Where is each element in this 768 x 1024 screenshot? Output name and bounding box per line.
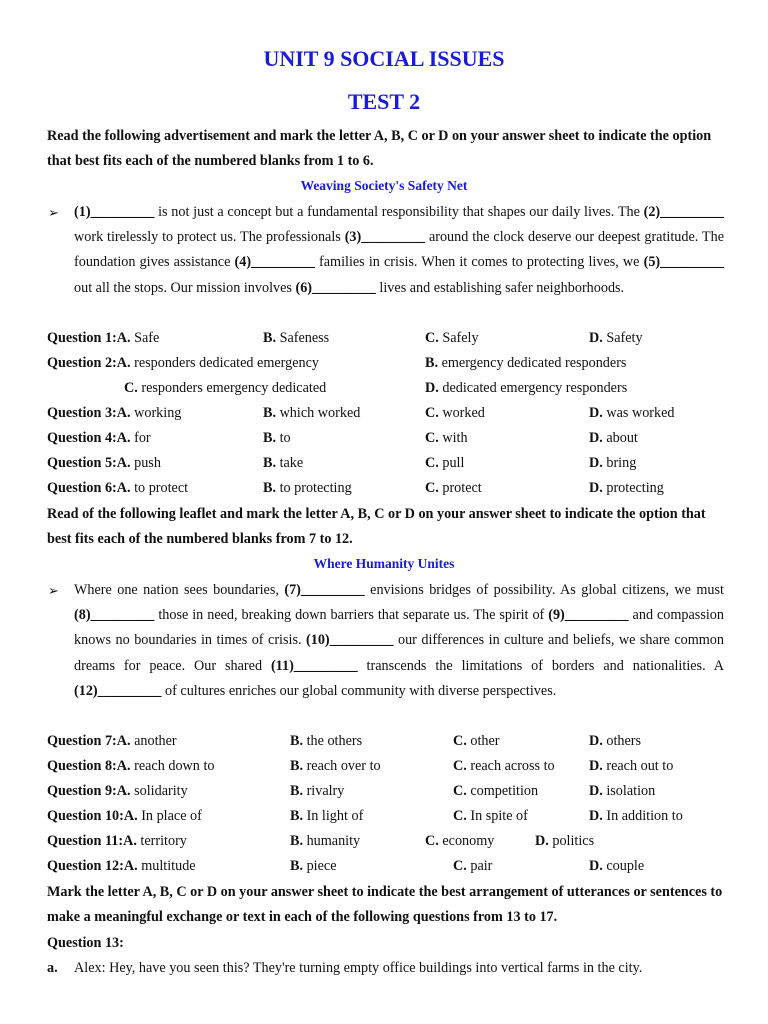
answer-option[interactable] [589,455,636,472]
option-letter: D. [589,480,603,496]
numbered-blank: (2)_________ [643,204,724,220]
question-label: Question 2: [47,355,117,371]
passage-text: and compassion knows no boundaries in times of crisis. [74,607,724,649]
numbered-blank: (5)_________ [643,254,724,271]
answer-option[interactable] [425,330,479,347]
answer-option[interactable] [290,858,337,875]
option-letter: A. [116,758,131,774]
option-letter: C. [425,430,439,446]
option-letter: B. [263,330,277,346]
answer-option[interactable] [589,430,638,447]
option-text: worked [438,405,485,421]
option-text: Safety [602,330,643,346]
answer-option[interactable] [117,455,161,471]
option-text: reach across to [466,758,555,774]
passage-text: work tirelessly to protect us. The professionals [74,229,345,246]
option-letter: A. [123,833,137,849]
section1-heading: Weaving Society's Safety Net [300,178,468,193]
answer-option[interactable] [453,733,500,750]
passage-text: of cultures enriches our global community with diverse perspectives. [161,682,557,699]
option-letter: C. [425,405,439,421]
option-letter: C. [425,833,439,849]
passage-text: our differences in culture and beliefs, we share common dreams for peace. Our shared [74,632,724,674]
answer-option[interactable] [589,858,644,875]
question-row [0,833,768,858]
answer-option[interactable] [589,405,675,422]
option-text: competition [466,783,539,799]
option-letter: B. [290,758,304,774]
option-text: for [130,430,151,446]
question-row [0,405,768,430]
utterance-a [47,960,643,977]
option-text: dedicated emergency responders [438,380,628,396]
answer-option[interactable] [117,733,177,749]
answer-option[interactable] [535,833,594,850]
option-letter: B. [263,480,277,496]
answer-option[interactable] [124,858,196,874]
answer-option[interactable] [123,833,187,849]
option-letter: D. [589,455,603,471]
option-text: territory [136,833,187,849]
passage-text: families in crisis. When it comes to protecting lives, we [314,254,644,271]
numbered-blank: (4)_________ [234,254,315,271]
option-text: solidarity [130,783,188,799]
option-text: reach out to [602,758,674,774]
answer-option[interactable] [425,355,626,372]
option-letter: B. [263,455,277,471]
option-letter: D. [535,833,549,849]
answer-option[interactable] [117,405,182,421]
question-label: Question 1: [47,330,117,346]
answer-option[interactable] [263,405,360,422]
section2-instruction: Read of the following leaflet and mark the letter A, B, C or D on your answer sheet to indicate the option that best fits each of the numbered blanks from 7 to 12. [47,506,706,547]
option-text: economy [438,833,495,849]
option-text: another [130,733,177,749]
question-label-and-option-a [47,783,188,800]
numbered-blank: (7)_________ [284,582,365,598]
numbered-blank: (3)_________ [344,229,426,246]
answer-option[interactable] [425,455,464,472]
option-text: reach over to [303,758,381,774]
passage-text: transcends the limitations of borders and nationalities. A [357,657,724,674]
answer-option[interactable] [425,833,494,850]
option-letter: A. [116,355,131,371]
answer-option[interactable] [117,355,319,371]
bullet-arrow-icon: ➢ [48,583,59,598]
question-row [0,808,768,833]
option-letter: D. [589,405,603,421]
option-letter: D. [589,330,603,346]
answer-option[interactable] [263,480,352,497]
option-text: In spite of [466,808,528,824]
question-label-and-option-a [47,405,181,422]
answer-option[interactable] [117,783,188,799]
option-letter: A. [116,783,131,799]
option-text: others [602,733,642,749]
option-text: multitude [137,858,196,874]
option-letter: A. [116,430,131,446]
question-label: Question 3: [47,405,117,421]
question-label: Question 11: [47,833,124,849]
option-letter: A. [123,858,138,874]
answer-option[interactable] [263,330,329,347]
answer-option[interactable] [290,833,360,850]
question-label-and-option-a [47,355,319,372]
option-letter: D. [589,783,603,799]
option-text: rivalry [303,783,345,799]
answer-option[interactable] [453,783,538,800]
option-letter: C. [453,808,467,824]
option-letter: A. [116,480,131,496]
option-text: reach down to [130,758,215,774]
answer-option[interactable] [124,808,202,824]
answer-option[interactable] [589,758,673,775]
question-label: Question 7: [47,733,117,749]
answer-option[interactable] [117,330,160,346]
numbered-blank: (9)_________ [548,607,629,624]
option-letter: B. [290,808,304,824]
passage-text: Where one nation sees boundaries, [74,582,285,598]
passage-text: out all the stops. Our mission involves [74,279,296,296]
option-text: piece [303,858,337,874]
question-label-and-option-a [47,833,187,850]
option-text: pull [438,455,465,471]
passage-text: is not just a concept but a fundamental responsibility that shapes our daily lives. The [154,204,644,220]
option-text: push [130,455,161,471]
answer-option[interactable] [117,758,215,774]
answer-option[interactable] [589,808,683,825]
question-row [0,355,768,380]
passage-text: lives and establishing safer neighborhoods. [375,279,625,296]
option-text: Safe [130,330,160,346]
option-letter: B. [263,405,277,421]
option-letter: C. [425,330,439,346]
option-letter: D. [425,380,439,396]
numbered-blank: (10)_________ [306,632,394,649]
question-label-and-option-a [47,733,177,750]
option-letter: B. [263,430,277,446]
option-text: to [276,430,291,446]
question-label-and-option-a [47,808,202,825]
option-letter: A. [123,808,138,824]
question-row [0,783,768,808]
option-letter: C. [453,858,467,874]
question-row [0,330,768,355]
option-letter: B. [290,783,304,799]
option-text: Safeness [276,330,330,346]
section3-instruction: Mark the letter A, B, C or D on your answer sheet to indicate the best arrangement of utterances or sentences to make a meaningful exchange or text in each of the following questions from 13 to 17. [47,884,723,925]
answer-option[interactable] [453,758,555,775]
option-text: responders emergency dedicated [137,380,327,396]
option-letter: D. [589,430,603,446]
question-label-and-option-a [47,330,159,347]
answer-option[interactable] [425,380,627,397]
option-text: protect [438,480,482,496]
option-text: bring [602,455,637,471]
option-text: other [466,733,500,749]
option-text: about [602,430,638,446]
answer-option[interactable] [117,480,188,496]
option-letter: C. [425,480,439,496]
option-text: responders dedicated emergency [130,355,319,371]
option-letter: B. [290,833,304,849]
question-13-label [47,935,124,952]
section2-heading: Where Humanity Unites [313,556,455,571]
answer-option[interactable] [290,733,362,750]
option-letter: C. [453,733,467,749]
option-letter: C. [124,380,138,396]
option-text: with [438,430,468,446]
answer-option[interactable] [589,783,655,800]
answer-option[interactable] [263,430,291,447]
answer-option[interactable] [589,480,664,497]
option-text: was worked [602,405,675,421]
question-label: Question 4: [47,430,117,446]
option-text: to protect [130,480,189,496]
answer-option[interactable] [263,455,303,472]
question-label-and-option-a [47,455,161,472]
option-letter: D. [589,858,603,874]
answer-option[interactable] [425,480,482,497]
answer-option[interactable] [425,405,485,422]
option-text: politics [548,833,595,849]
question-row [0,758,768,783]
option-letter: B. [290,858,304,874]
question-row [0,733,768,758]
test-title: TEST 2 [347,89,421,114]
question-label-and-option-a [47,480,188,497]
answer-option[interactable] [124,380,326,397]
option-letter: B. [425,355,439,371]
question-label: Question 9: [47,783,117,799]
question-label-and-option-a [47,758,214,775]
option-letter: D. [589,808,603,824]
answer-option[interactable] [425,430,468,447]
answer-option[interactable] [453,808,528,825]
option-text: protecting [602,480,664,496]
option-letter: A. [116,733,131,749]
option-text: In light of [303,808,364,824]
option-text: working [130,405,182,421]
question-label: Question 5: [47,455,117,471]
question-label: Question 10: [47,808,124,824]
option-letter: A. [116,455,131,471]
question-label-and-option-a [47,858,196,875]
passage-text: those in need, breaking down barriers that separate us. The spirit of [154,607,549,624]
unit-title: UNIT 9 SOCIAL ISSUES [263,46,505,71]
numbered-blank: (6)_________ [295,279,376,296]
option-letter: A. [116,405,131,421]
option-letter: C. [453,758,467,774]
question-row [0,455,768,480]
question-row-continued [0,380,768,405]
option-letter: A. [116,330,131,346]
answer-option[interactable] [117,430,151,446]
option-text: which worked [276,405,361,421]
question-label: Question 6: [47,480,117,496]
answer-option[interactable] [589,330,643,347]
question-label: Question 8: [47,758,117,774]
option-text: Safely [438,330,479,346]
answer-option[interactable] [290,758,381,775]
option-text: couple [602,858,645,874]
option-text: to protecting [276,480,352,496]
answer-option[interactable] [290,808,363,825]
numbered-blank: (8)_________ [74,607,155,624]
option-letter: D. [589,758,603,774]
answer-option[interactable] [589,733,641,750]
passage-text: envisions bridges of possibility. As global citizens, we must [364,582,724,598]
answer-option[interactable] [453,858,492,875]
numbered-blank: (12)_________ [74,682,162,699]
option-text: take [276,455,304,471]
question-label-and-option-a [47,430,151,447]
option-text: In place of [137,808,202,824]
utterance-letter: a. [47,960,58,976]
passage-2 [74,578,724,704]
utterance-text: Alex: Hey, have you seen this? They're turning empty office buildings into vertical farms in the city. [74,960,643,976]
numbered-blank: (1)_________ [74,204,155,220]
question-label: Question 13: [47,935,124,951]
passage-1 [74,200,724,301]
question-label: Question 12: [47,858,124,874]
answer-option[interactable] [290,783,344,800]
section1-instruction: Read the following advertisement and mark the letter A, B, C or D on your answer sheet to indicate the option that best fits each of the numbered blanks from 1 to 6. [47,128,712,169]
option-text: In addition to [602,808,683,824]
option-letter: C. [453,783,467,799]
option-text: humanity [303,833,361,849]
numbered-blank: (11)_________ [270,657,358,674]
bullet-arrow-icon: ➢ [48,205,59,220]
option-letter: C. [425,455,439,471]
question-row [0,430,768,455]
passage-text: around the clock deserve our deepest gratitude. The foundation gives assistance [74,229,724,271]
option-text: isolation [602,783,656,799]
option-text: the others [303,733,363,749]
option-letter: B. [290,733,304,749]
option-text: pair [466,858,493,874]
option-letter: D. [589,733,603,749]
option-text: emergency dedicated responders [438,355,627,371]
